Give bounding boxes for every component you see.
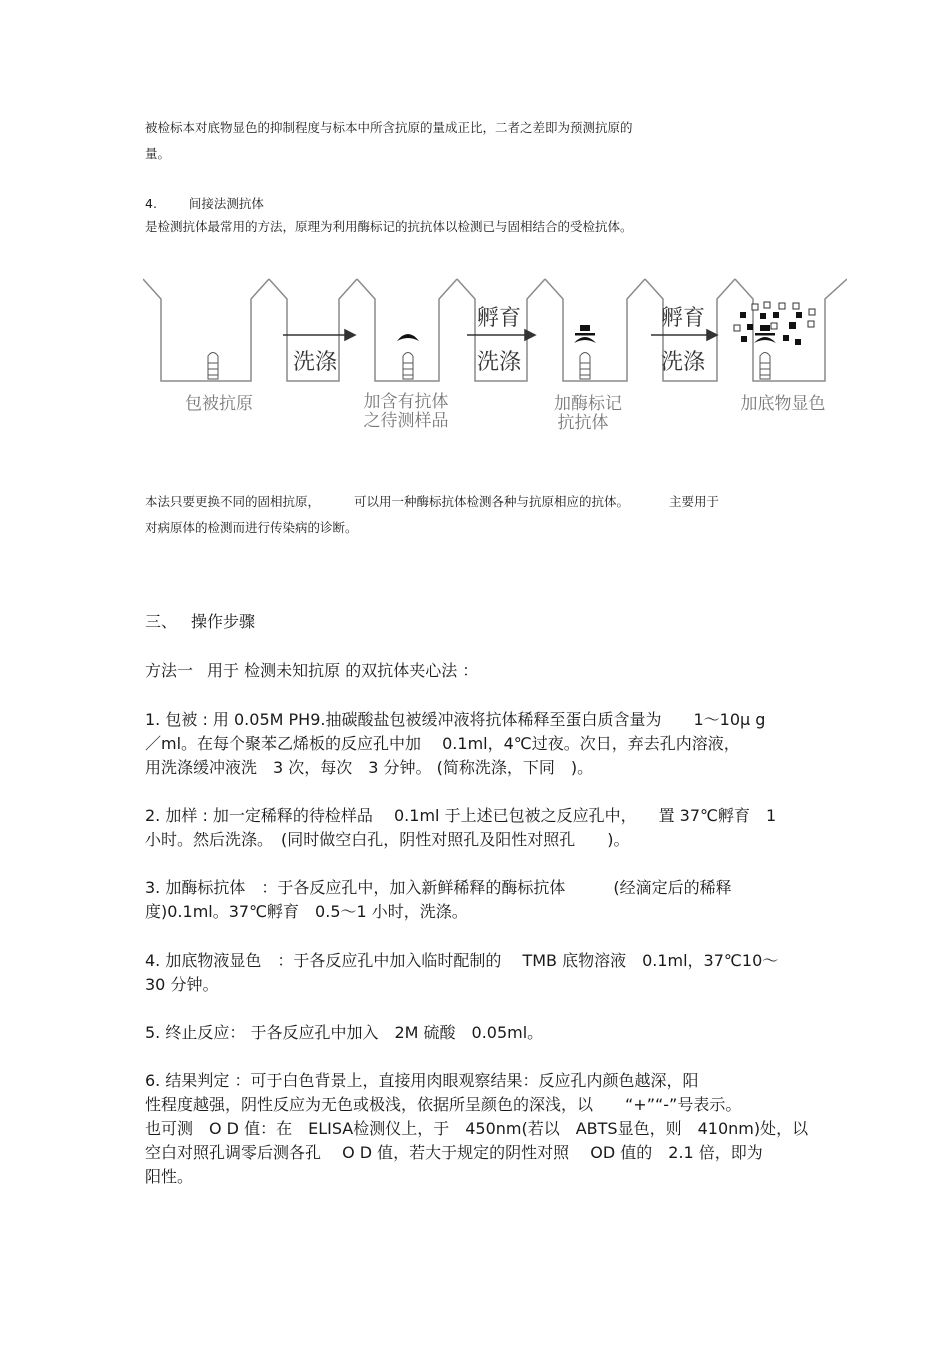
step-6-line-5: 阳性。 [145, 1167, 194, 1186]
intro-line-1: 被检标本对底物显色的抑制程度与标本中所含抗原的量成正比，二者之差即为预测抗原的 [145, 120, 633, 135]
arrow-1-bottom-label: 洗涤 [292, 350, 338, 375]
step-2-text-b: 置 37℃孵育 1 [658, 806, 777, 825]
step-3-label-2: 抗抗体 [557, 413, 609, 433]
antigen-icon-3 [580, 353, 590, 380]
step-6-line-4: 空白对照孔调零后测各孔 O D 值，若大于规定的阴性对照 OD 值的 2.1 倍，即为 [145, 1143, 763, 1162]
step-4-label: 加底物显色 [740, 394, 826, 414]
arrow-2-bottom-label: 洗涤 [476, 350, 522, 375]
step-1-line-1 [145, 709, 765, 731]
antigen-icon-2 [403, 353, 413, 380]
indirect-elisa-diagram [143, 275, 847, 433]
step-1-text-b: 1～10μ g [693, 710, 766, 729]
step-1-line-2: ／ml。在每个聚苯乙烯板的反应孔中加 0.1ml，4℃过夜。次日，弃去孔内溶液， [145, 734, 740, 753]
intro-line-2: 量。 [145, 146, 171, 161]
step-3-text-a: 3. 加酶标抗体 ：于各反应孔中，加入新鲜稀释的酶标抗体 [145, 878, 566, 897]
arrow-3-top-label: 孵育 [660, 306, 706, 331]
section-4-number: 4. [145, 196, 157, 211]
method-1-description: 用于 检测未知抗原 的双抗体夹心法 ： [207, 661, 479, 680]
section-3-number: 三、 [145, 612, 178, 631]
method-1-label: 方法一 [145, 661, 194, 680]
step-1-line-3: 用洗涤缓冲液洗 3 次，每次 3 分钟。 (简称洗涤，下同 )。 [145, 758, 594, 777]
section-3-heading [145, 611, 255, 633]
step-4-line-2: 30 分钟。 [145, 975, 219, 994]
step-4-line-1: 4. 加底物液显色 ：于各反应孔中加入临时配制的 TMB 底物溶液 0.1ml，37℃10～ [145, 951, 779, 970]
step-1-text-a: 1. 包被 : 用 0.05M PH9.抽碳酸盐包被缓冲液将抗体稀释至蛋白质含量为 [145, 710, 662, 729]
step-6-line-2: 性程度越强，阴性反应为无色或极浅，依据所呈颜色的深浅，以 “+”“-”号表示。 [145, 1095, 742, 1114]
antigen-icon-4 [760, 353, 770, 380]
summary-part-c: 主要用于 [669, 494, 720, 509]
summary-line-1 [145, 490, 719, 514]
section-4-title: 间接法测抗体 [188, 196, 264, 211]
method-1-heading [145, 660, 478, 682]
antigen-icon-1 [208, 353, 218, 380]
arrow-2-top-label: 孵育 [476, 306, 522, 331]
step-2-line-2: 小时。然后洗涤。 (同时做空白孔，阴性对照孔及阳性对照孔 )。 [145, 830, 630, 849]
summary-line-2: 对病原体的检测而进行传染病的诊断。 [145, 520, 358, 535]
section-4-description: 是检测抗体最常用的方法，原理为利用酶标记的抗抗体以检测已与固相结合的受检抗体。 [145, 219, 633, 234]
step-3-line-2: 度)0.1ml。37℃孵育 0.5～1 小时，洗涤。 [145, 902, 468, 921]
step-1-label: 包被抗原 [185, 394, 253, 414]
step-2-text-a: 2. 加样 : 加一定稀释的待检样品 0.1ml 于上述已包被之反应孔中， [145, 806, 637, 825]
section-3-title: 操作步骤 [191, 612, 256, 631]
summary-part-a: 本法只要更换不同的固相抗原， [145, 494, 321, 509]
step-3-label-1: 加酶标记 [554, 394, 622, 414]
step-3-line-1 [145, 877, 732, 899]
step-2-line-1 [145, 805, 776, 827]
step-2-label-1: 加含有抗体 [363, 392, 449, 412]
arrow-3-bottom-label: 洗涤 [660, 350, 706, 375]
step-3-text-b: (经滴定后的稀释 [613, 878, 732, 897]
section-4-heading [145, 192, 264, 216]
step-5-line-1: 5. 终止反应： 于各反应孔中加入 2M 硫酸 0.05ml。 [145, 1023, 544, 1042]
summary-part-b: 可以用一种酶标抗体检测各种与抗原相应的抗体。 [354, 494, 630, 509]
step-2-label-2: 之待测样品 [363, 411, 449, 431]
step-6-line-3: 也可测 O D 值：在 ELISA检测仪上，于 450nm(若以 ABTS显色，则 410nm)处，以 [145, 1119, 809, 1138]
step-6-line-1: 6. 结果判定 ：可于白色背景上，直接用肉眼观察结果：反应孔内颜色越深，阳 [145, 1071, 699, 1090]
